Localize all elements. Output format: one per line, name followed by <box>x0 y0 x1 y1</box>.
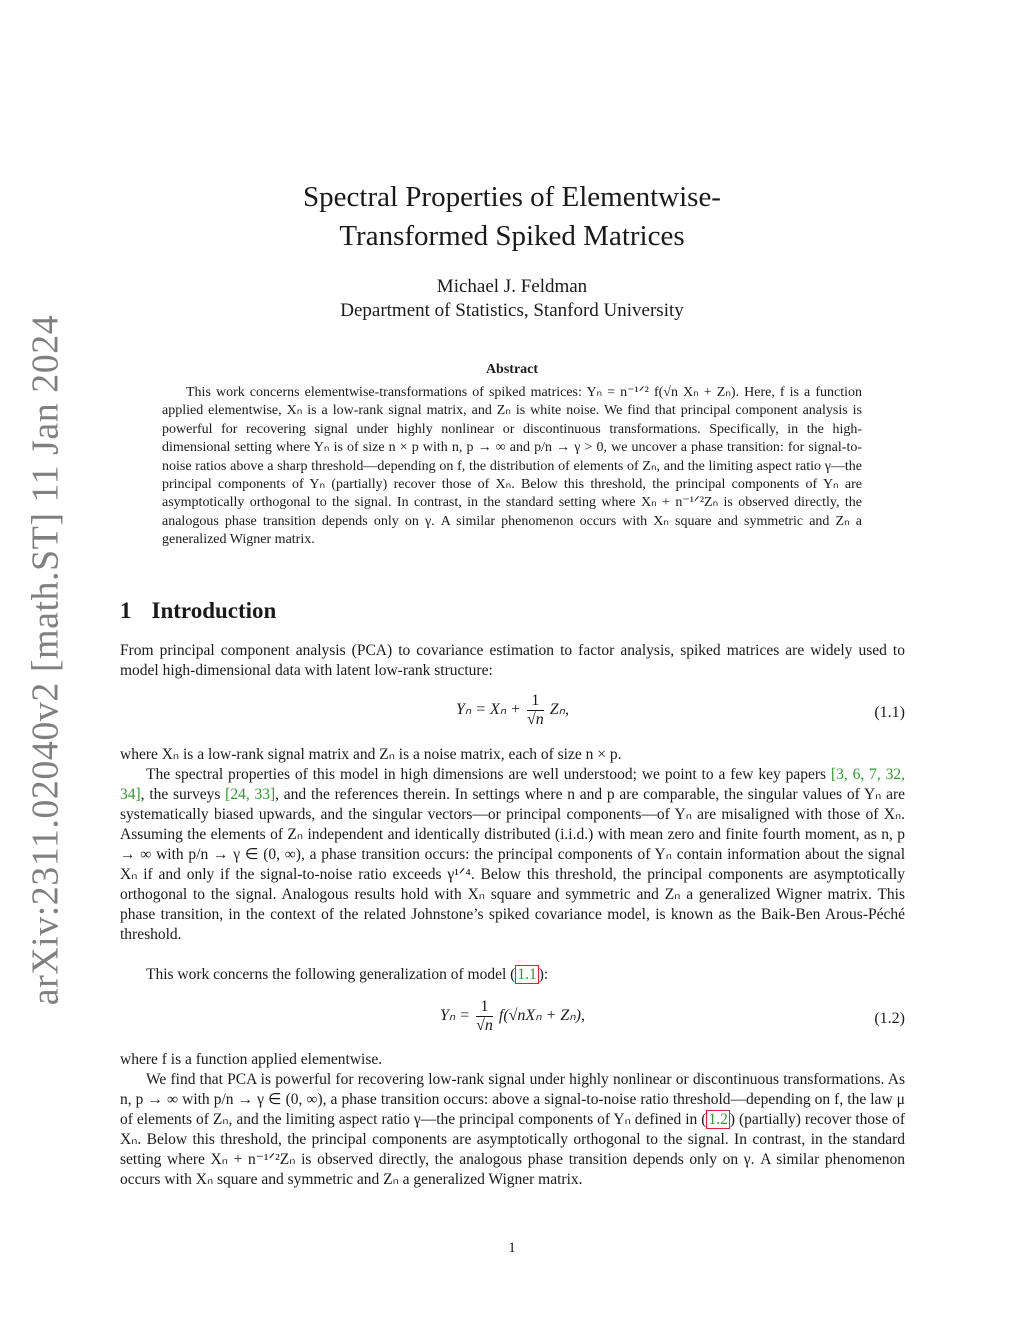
paragraph-5: where f is a function applied elementwise. <box>120 1051 383 1068</box>
equation-ref-1-2[interactable]: 1.2 <box>708 1111 728 1128</box>
equation-1-2 <box>120 998 905 1038</box>
eq2-denominator: √n <box>476 1017 493 1034</box>
p3-text-a: The spectral properties of this model in high dimensions are well understood; we point to a few key papers <box>146 766 831 783</box>
equation-ref-1-1[interactable]: 1.1 <box>517 966 537 983</box>
eq1-lhs: Yₙ = Xₙ + <box>455 701 525 719</box>
paper-title <box>0 178 1024 256</box>
paragraph-6 <box>120 1070 905 1190</box>
citation-link-surveys[interactable]: [24, 33] <box>225 786 276 803</box>
eq1-numerator: 1 <box>527 692 544 711</box>
eq2-rhs: f(√nXₙ + Zₙ), <box>498 1007 585 1025</box>
author-name: Michael J. Feldman <box>436 276 588 297</box>
equation-1-1 <box>120 692 905 732</box>
author-block <box>0 275 1024 323</box>
citation-link-papers[interactable]: [3, 6, 7, 32, 34] <box>120 766 905 803</box>
eq1-rhs: Zₙ, <box>549 701 570 719</box>
arxiv-sidebar <box>20 314 70 1006</box>
abstract-text: This work concerns elementwise-transformations of spiked matrices: Yₙ = n⁻¹ᐟ² f(√n Xₙ + Zₙ). Here, f is a function applied elementwise, Xₙ is a low-rank signal matrix, and Zₙ is white noise. We find that principal component analysis is powerful for recovering signal under highly nonlinear or discontinuous transformations. Specifically, in the high-dimensional setting where Yₙ is of size n × p with n, p → ∞ and p/n → γ > 0, we uncover a phase transition: for signal-to-noise ratios above a sharp threshold—depending on f, the distribution of elements of Zₙ, and the limiting aspect ratio γ—the principal components of Yₙ (partially) recover those of Xₙ. Below this threshold, the principal components of Yₙ are asymptotically orthogonal to the signal. In contrast, in the standard setting where Xₙ + n⁻¹ᐟ²Zₙ is observed directly, the analogous phase transition depends only on γ. A similar phenomenon occurs with Xₙ square and symmetric and Zₙ a generalized Wigner matrix. <box>162 385 862 548</box>
paragraph-3 <box>120 765 905 945</box>
eq2-lhs: Yₙ = <box>440 1007 475 1025</box>
p3-text-c: , and the references therein. In settings where n and p are comparable, the singular values of Yₙ are systematically biased upwards, and the singular vectors—or principal components—of Yₙ are misaligned with those of Xₙ. Assuming the elements of Zₙ independent and identically distributed (i.i.d.) with mean zero and finite fourth moment, as n, p → ∞ with p/n → γ ∈ (0, ∞), a phase transition occurs: the principal components of Yₙ contain information about the signal Xₙ if and only if the signal-to-noise ratio exceeds γ¹ᐟ⁴. Below this threshold, the principal components are asymptotically orthogonal to the signal. Analogous results hold with Xₙ square and symmetric and Zₙ a generalized Wigner matrix. This phase transition, in the context of the related Johnstone’s spiked covariance model, is known as the Baik-Ben Arous-Péché threshold. <box>120 786 906 943</box>
p4-text-b: ): <box>538 966 549 983</box>
eq1-tag: (1.1) <box>874 704 905 721</box>
eq2-tag: (1.2) <box>874 1010 905 1027</box>
p6-text-b: ) (partially) recover those of Xₙ. Below this threshold, the principal components are asymptotically orthogonal to the signal. In contrast, in the standard setting where Xₙ + n⁻¹ᐟ²Zₙ is observed directly, the analogous phase transition depends only on γ. A similar phenomenon occurs with Xₙ square and symmetric and Zₙ a generalized Wigner matrix. <box>120 1111 905 1188</box>
section-number: 1 <box>120 598 132 623</box>
eq1-denominator: √n <box>526 711 544 728</box>
section-heading <box>120 598 276 624</box>
section-title: Introduction <box>151 598 277 623</box>
p6-text-a: We find that PCA is powerful for recovering low-rank signal under highly nonlinear or discontinuous transformations. As n, p → ∞ with p/n → γ ∈ (0, ∞), a phase transition occurs: above a signal-to-noise ratio threshold—depending on f, the law μ of elements of Zₙ, and the limiting aspect ratio γ—the principal components of Yₙ defined in ( <box>120 1071 905 1128</box>
eq1-fraction <box>527 692 544 729</box>
eq2-numerator: 1 <box>476 998 493 1017</box>
title-line-1: Spectral Properties of Elementwise- <box>303 181 721 213</box>
author-affiliation: Department of Statistics, Stanford University <box>340 300 684 321</box>
abstract-heading: Abstract <box>485 362 539 377</box>
p4-text-a: This work concerns the following generalization of model ( <box>146 966 516 983</box>
eq2-fraction <box>476 998 493 1035</box>
p3-text-b: , the surveys <box>140 786 226 803</box>
paragraph-4 <box>120 965 905 985</box>
paragraph-1: From principal component analysis (PCA) to covariance estimation to factor analysis, spiked matrices are widely used to model high-dimensional data with latent low-rank structure: <box>120 642 905 679</box>
arxiv-identifier: arXiv:2311.02040v2 [math.ST] 11 Jan 2024 <box>24 314 66 1006</box>
page-number: 1 <box>508 1240 516 1256</box>
title-line-2: Transformed Spiked Matrices <box>339 220 685 252</box>
paragraph-2: where Xₙ is a low-rank signal matrix and Zₙ is a noise matrix, each of size n × p. <box>120 746 622 763</box>
